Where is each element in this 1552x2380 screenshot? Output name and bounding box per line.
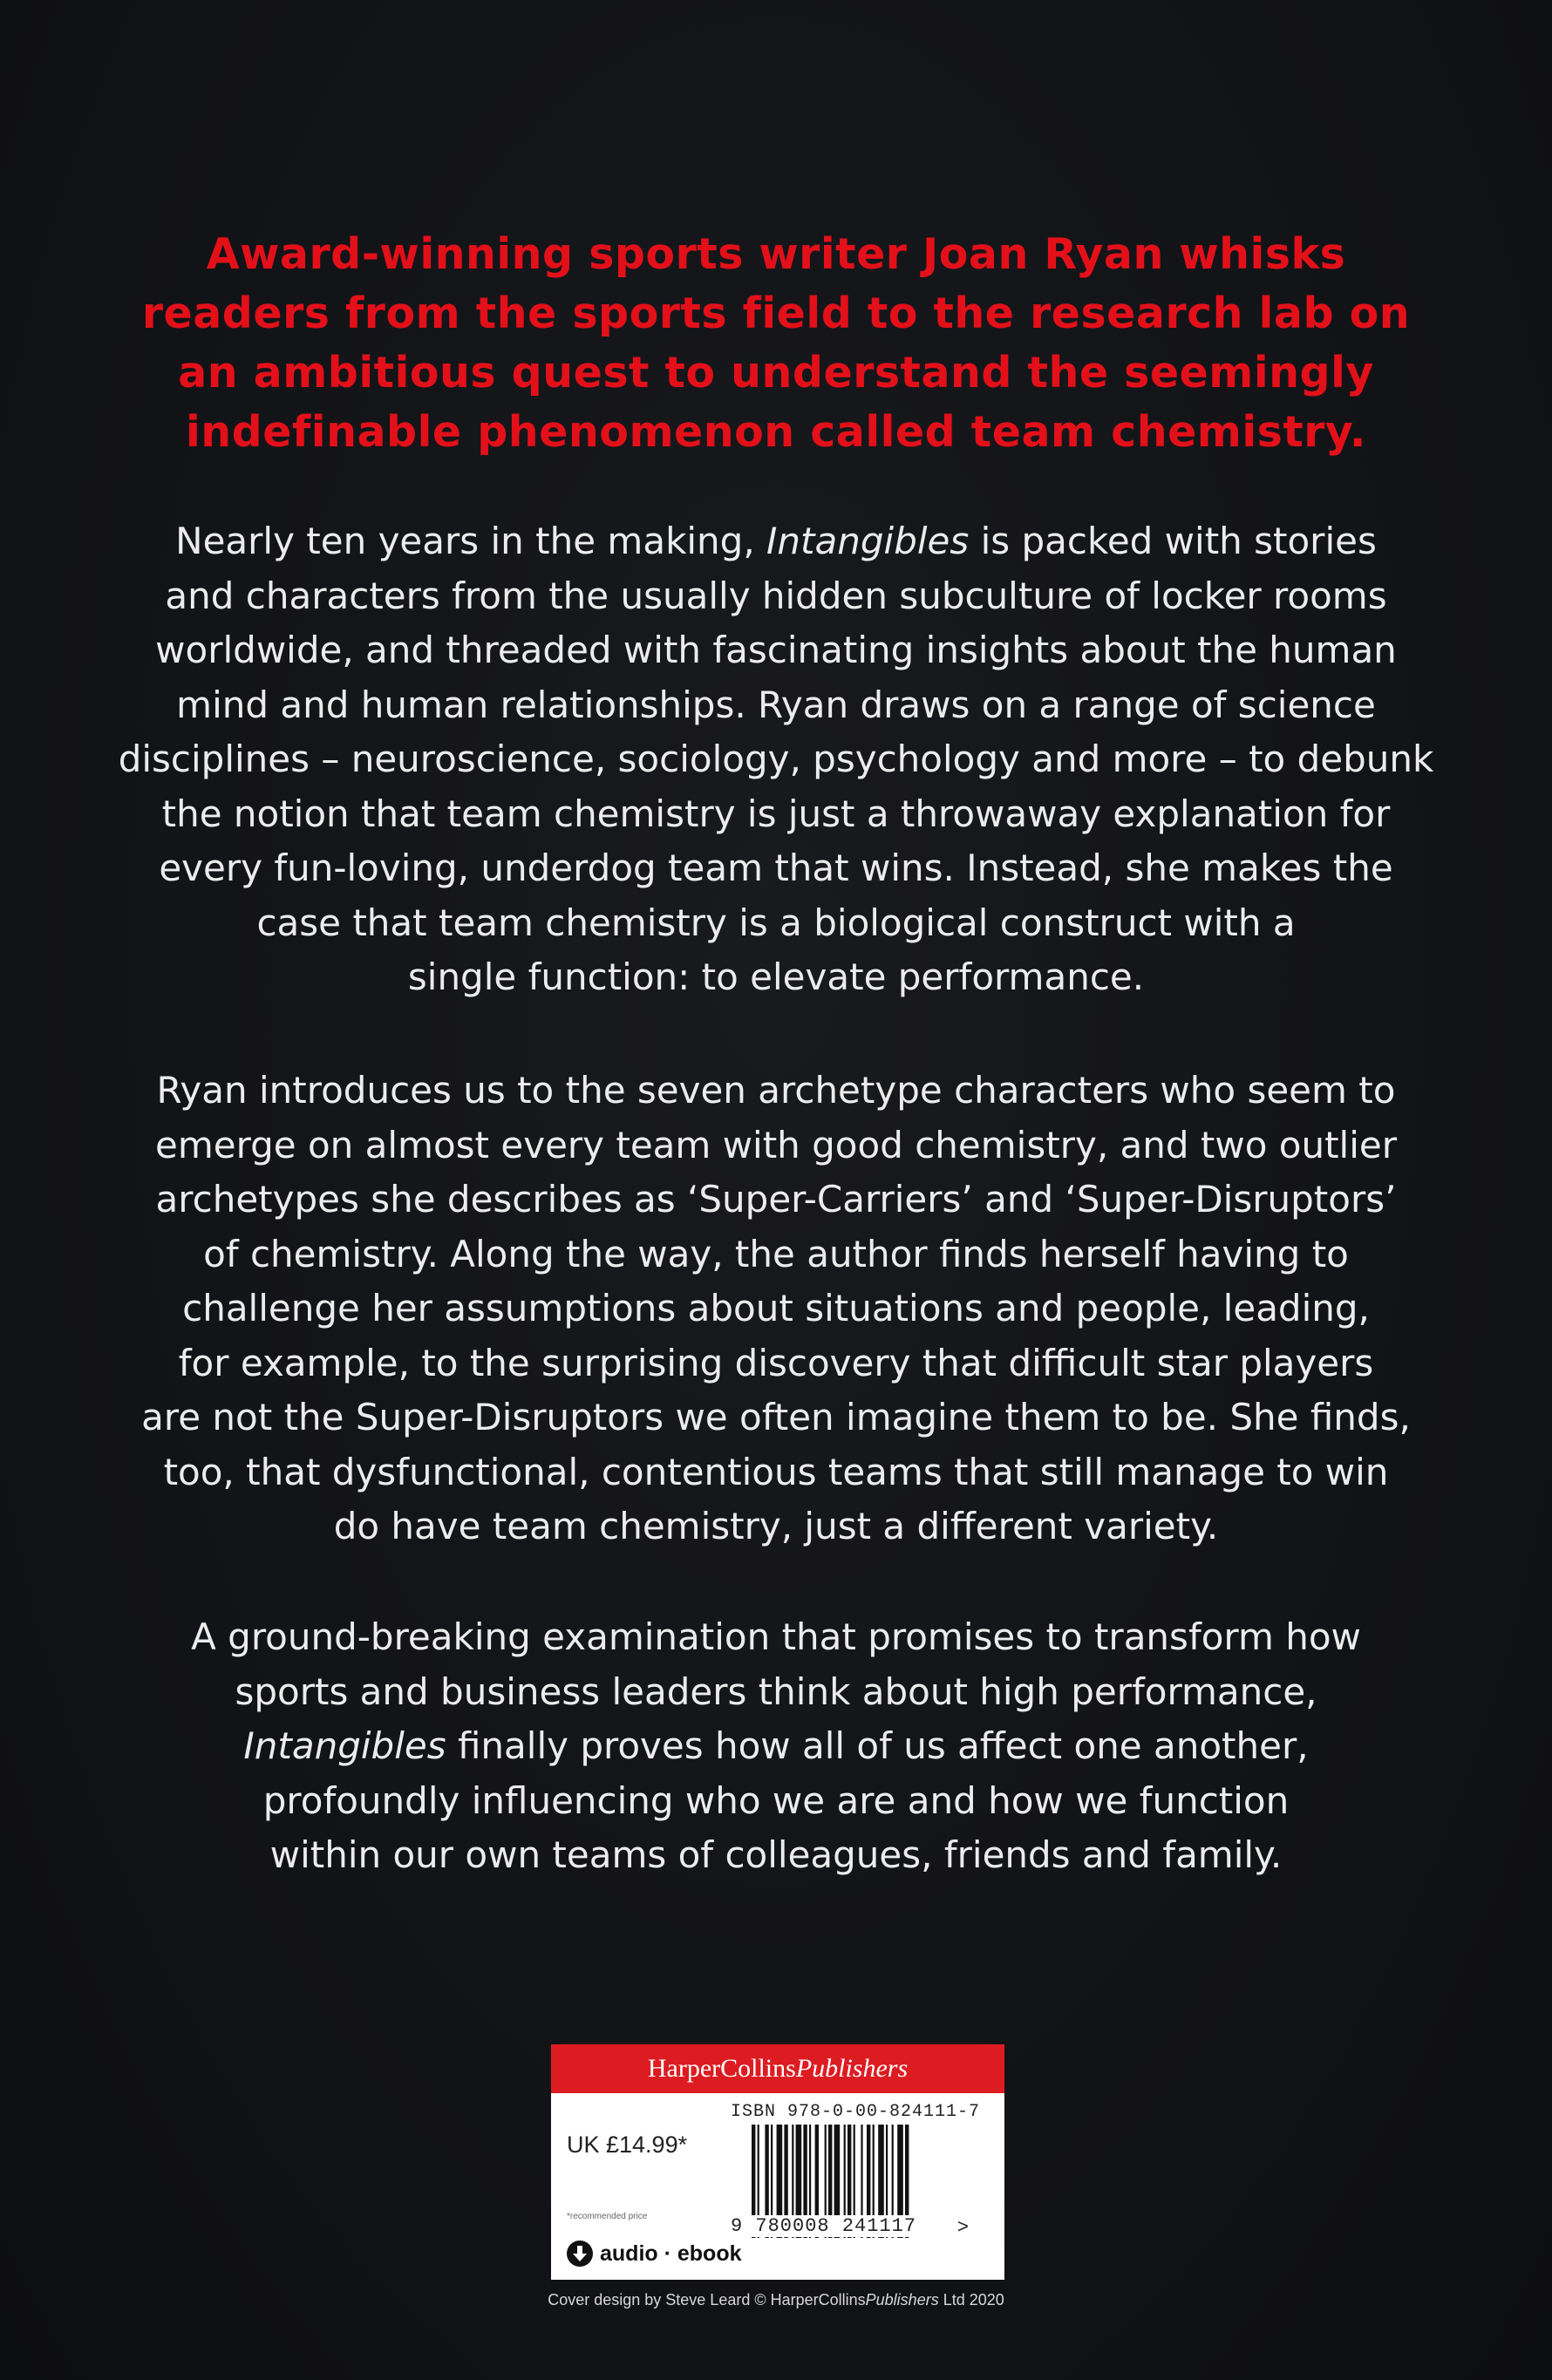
tagline-line: an ambitious quest to understand the seemingly [178,348,1374,398]
text-line: too, that dysfunctional, contentious teams that still manage to win [163,1450,1389,1493]
text-line: challenge her assumptions about situations and people, leading, [182,1287,1370,1329]
text-line: do have team chemistry, just a different variety. [333,1505,1219,1547]
text-line: every fun-loving, underdog team that wins. Instead, she makes the [159,847,1393,889]
text-run: is packed with stories [969,520,1377,562]
text-line: case that team chemistry is a biological construct with a [256,901,1296,944]
barcode-digits: 9 780008 241117 [731,2215,917,2237]
blurb-paragraph-1 [87,514,1465,1005]
price-label: UK £14.99* [567,2132,688,2158]
book-title: Intangibles [243,1724,446,1767]
blurb-paragraph-3 [87,1610,1465,1883]
text-line: disciplines – neuroscience, sociology, psychology and more – to debunk [118,738,1434,780]
publisher-name-italic: Publishers [795,2054,909,2083]
price-note: *recommended price [567,2212,648,2221]
text-line [87,1719,1465,1774]
credit-text: Ltd 2020 [938,2291,1004,2309]
text-line [87,514,1465,569]
text-line: the notion that team chemistry is just a throwaway explanation for [161,792,1391,835]
book-title: Intangibles [766,520,970,562]
text-line: are not the Super-Disruptors we often imagine them to be. She finds, [141,1396,1411,1438]
barcode-panel [551,2044,1004,2280]
publisher-name: HarperCollins [647,2054,796,2083]
cover-credit [0,2291,1552,2309]
tagline [122,225,1430,462]
text-run: Nearly ten years in the making, [175,520,767,562]
text-line: Ryan introduces us to the seven archetype characters who seem to [156,1069,1396,1112]
tagline-line: readers from the sports field to the research lab on [141,289,1411,338]
credit-italic: Publishers [865,2291,939,2309]
text-line: A ground-breaking examination that promises to transform how [191,1615,1361,1658]
formats-badge [567,2241,742,2267]
text-line: of chemistry. Along the way, the author finds herself having to [203,1232,1349,1275]
isbn-text: ISBN 978-0-00-824111-7 [731,2102,981,2122]
text-line: and characters from the usually hidden subculture of locker rooms [165,574,1387,617]
credit-text: Cover design by Steve Leard © HarperCollins [548,2291,866,2309]
text-line: archetypes she describes as ‘Super-Carriers’ and ‘Super-Disruptors’ [155,1178,1397,1221]
text-line: emerge on almost every team with good chemistry, and two outlier [155,1123,1397,1166]
formats-label: audio · ebook [600,2241,742,2266]
tagline-line: Award-winning sports writer Joan Ryan whisks [206,229,1346,279]
barcode-arrow: > [957,2215,969,2237]
tagline-line: indefinable phenomenon called team chemistry. [186,407,1366,457]
text-line: for example, to the surprising discovery that difficult star players [178,1341,1374,1384]
text-run: finally proves how all of us affect one another, [446,1724,1309,1767]
blurb-paragraph-2 [87,1064,1465,1554]
text-line: single function: to elevate performance. [407,955,1145,998]
text-line: within our own teams of colleagues, friends and family. [269,1833,1283,1876]
text-line: mind and human relationships. Ryan draws on a range of science [176,683,1376,726]
text-line: worldwide, and threaded with fascinating insights about the human [155,629,1397,671]
text-line: profoundly influencing who we are and how we function [262,1778,1290,1822]
download-circle-icon [567,2241,593,2267]
text-line: sports and business leaders think about high performance, [235,1669,1317,1713]
publisher-logo [551,2044,1004,2093]
